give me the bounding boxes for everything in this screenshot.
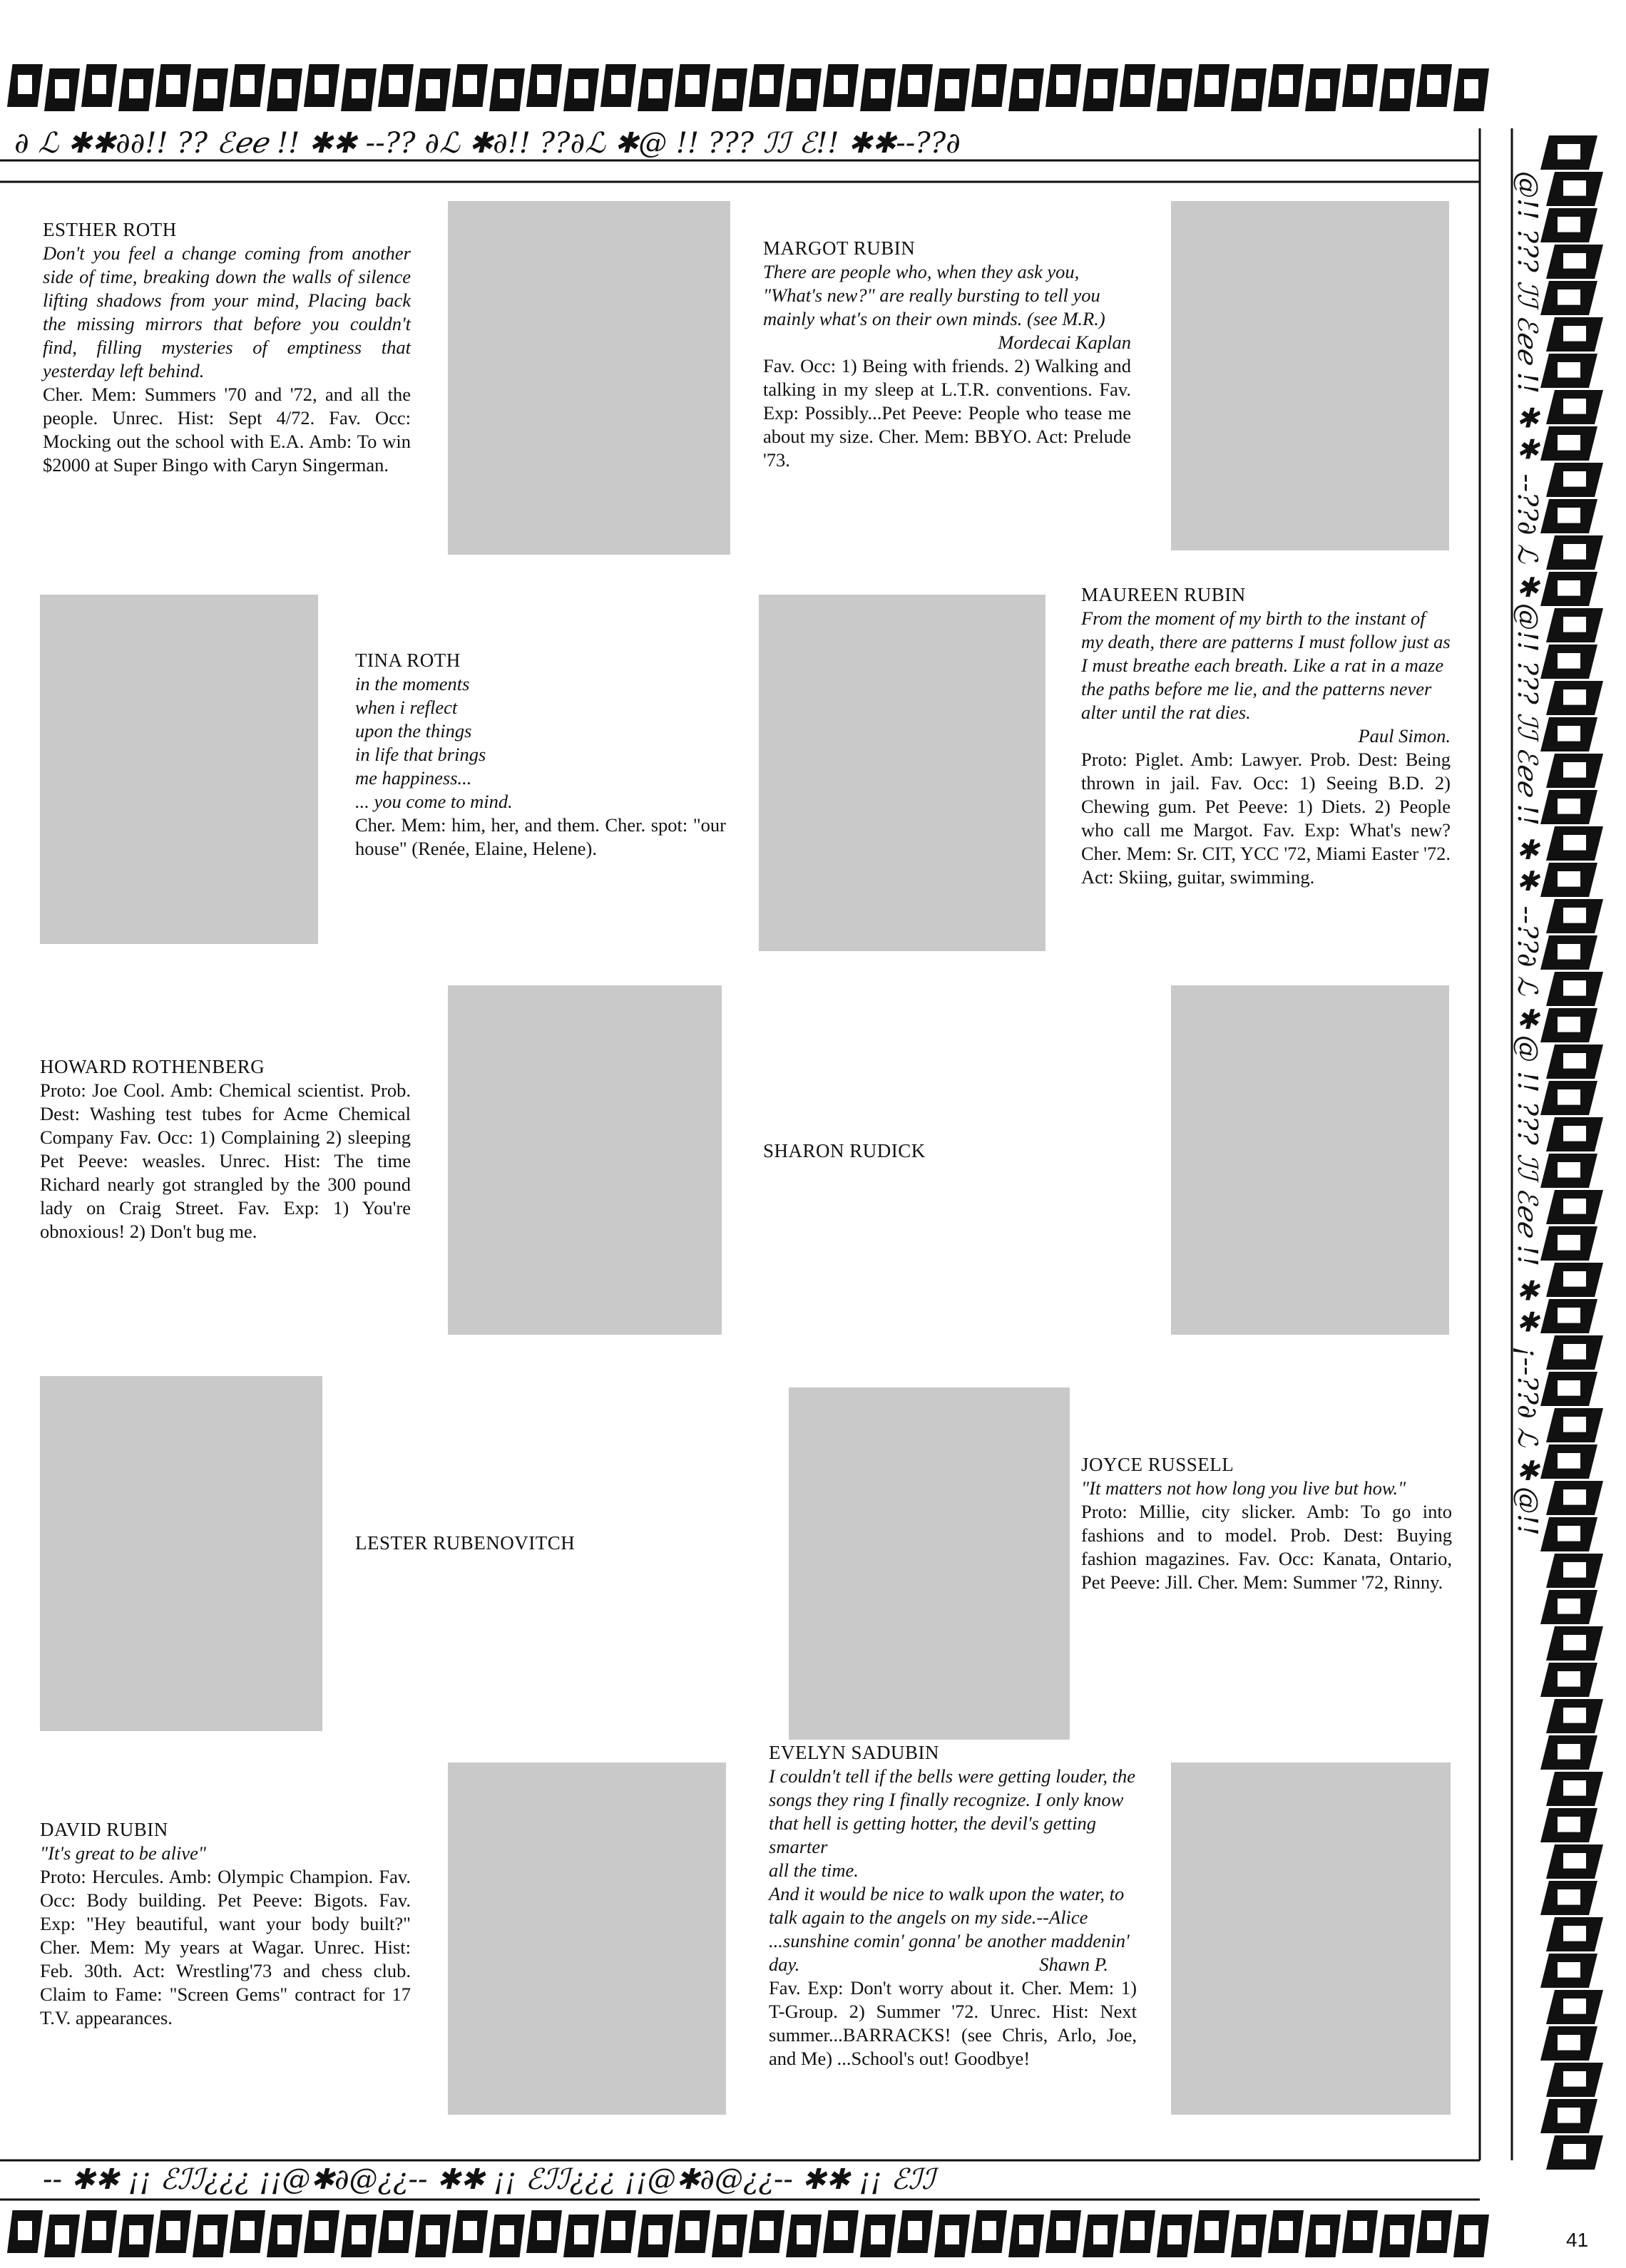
top-border-block-window: [1130, 75, 1145, 94]
top-border-block-window: [1427, 75, 1441, 94]
entry-sharon-rudick: [763, 1139, 1120, 1163]
entry-joyce-russell: [1081, 1453, 1452, 1594]
right-border-block-window: [1558, 653, 1580, 669]
top-border-block-window: [722, 79, 737, 98]
right-border-block-window: [1563, 399, 1586, 414]
student-quote: From the moment of my birth to the instant of my death, there are patterns I must follow just as I must breathe each breath. Like a rat in a maze the paths before me lie, and the patterns never alter until the rat dies.: [1081, 607, 1451, 723]
right-border-block-window: [1563, 1489, 1586, 1505]
right-border-block-window: [1558, 871, 1580, 887]
top-border-block-window: [352, 79, 366, 98]
bottom-border-block-window: [129, 2225, 143, 2244]
bottom-border-block-window: [18, 2221, 32, 2240]
right-border-block-window: [1563, 617, 1586, 632]
photo-maureen-rubin: [759, 595, 1045, 951]
quote-attribution: Paul Simon.: [1358, 725, 1451, 746]
bottom-border-block-window: [1427, 2221, 1441, 2240]
right-border-block-window: [1563, 908, 1586, 923]
student-quote: I couldn't tell if the bells were getting louder, the songs they ring I finally recognize. I only know that hell is getting hotter, the devil's getting smarter all the time. And it would be nice to walk upon the water, to talk again to the angels on my side.--Alice ...sunshine comin' gonna' be another maddenin' day.: [769, 1765, 1135, 1975]
student-name: DAVID RUBIN: [40, 1819, 168, 1840]
bottom-border-block-window: [722, 2225, 737, 2244]
right-border-block-window: [1563, 980, 1586, 996]
top-border-block-window: [574, 79, 588, 98]
entry-esther-roth: [43, 218, 411, 477]
right-border-block-window: [1558, 1380, 1580, 1396]
top-border-block-window: [611, 75, 625, 94]
student-quote: "It matters not how long you live but how.": [1081, 1477, 1406, 1499]
bottom-border-block-window: [908, 2221, 922, 2240]
bottom-border-block-window: [797, 2225, 811, 2244]
bottom-border-block-window: [1464, 2225, 1478, 2244]
bottom-border-block-window: [1019, 2225, 1033, 2244]
bottom-border-block-window: [92, 2221, 106, 2240]
bottom-border-block-window: [55, 2225, 69, 2244]
bottom-border-block-window: [166, 2221, 180, 2240]
bottom-decorative-border: [0, 2132, 1533, 2264]
top-border-block-window: [1316, 79, 1330, 98]
top-border-block-window: [982, 75, 996, 94]
entry-howard-rothenberg: [40, 1055, 411, 1243]
student-details: Proto: Joe Cool. Amb: Chemical scientist. Prob. Dest: Washing test tubes for Acme Chemical Company Fav. Occ: 1) Complaining 2) sleeping Pet Peeve: weasles. Unrec. Hist: The time Richard nearly got strangled by the 300 pound lady on Craig Street. Fav. Exp: 1) You're obnoxious! 2) Don't bug me.: [40, 1079, 411, 1242]
student-name: TINA ROTH: [355, 650, 461, 671]
right-border-block-window: [1558, 508, 1580, 523]
quote-attribution: Shawn P.: [1039, 1954, 1108, 1975]
right-border-block-window: [1558, 1162, 1580, 1178]
right-border-block-window: [1563, 1053, 1586, 1069]
right-border-block-window: [1558, 144, 1580, 160]
top-border-block-window: [1353, 75, 1367, 94]
top-border-block-window: [55, 79, 69, 98]
bottom-border-block-window: [1316, 2225, 1330, 2244]
top-border-block-window: [92, 75, 106, 94]
right-border-block-window: [1558, 1817, 1580, 1832]
student-quote: There are people who, when they ask you, "What's new?" are really bursting to tell you mainly what's on their own minds. (see M.R.): [763, 261, 1105, 329]
top-border-block-window: [1464, 79, 1478, 98]
top-border-block-window: [871, 79, 885, 98]
entry-evelyn-sadubin: [769, 1741, 1137, 2071]
photo-joyce-russell: [789, 1387, 1070, 1740]
photo-david-rubin: [448, 1762, 726, 2115]
quote-attribution: Mordecai Kaplan: [998, 332, 1131, 353]
student-name: ESTHER ROTH: [43, 219, 177, 240]
right-border-block-window: [1558, 799, 1580, 814]
top-border-block-window: [1056, 75, 1070, 94]
bottom-border-block-window: [500, 2225, 514, 2244]
student-details: Fav. Occ: 1) Being with friends. 2) Walking and talking in my sleep at L.T.R. conventions. Fav. Exp: Possibly...Pet Peeve: People who tease me about my size. Cher. Mem: BBYO. Act: Prelude '73.: [763, 355, 1131, 471]
bottom-border-block-window: [1167, 2225, 1182, 2244]
bottom-border-block-window: [463, 2221, 477, 2240]
right-border-block-window: [1558, 944, 1580, 960]
right-border-block-window: [1563, 1417, 1586, 1432]
right-border-block-window: [1558, 435, 1580, 451]
right-border-block-window: [1558, 1235, 1580, 1251]
right-border-block-window: [1563, 471, 1586, 487]
right-border-block-window: [1563, 1780, 1586, 1796]
right-border-block-window: [1558, 1526, 1580, 1541]
right-border-block-window: [1558, 726, 1580, 742]
top-border-scribble: ∂ ℒ ✱✱∂∂!! ?? ℰℯℯ !! ✱✱ --?? ∂ℒ ✱∂!! ??∂ℒ ✱@ !! ??? ℐℐ ℰ!! ✱✱--??∂: [14, 127, 961, 160]
bottom-border-block-window: [537, 2221, 551, 2240]
student-quote: "It's great to be alive": [40, 1842, 207, 1864]
top-border-block-window: [685, 75, 700, 94]
right-border-block-window: [1563, 762, 1586, 778]
bottom-border-block-window: [945, 2225, 959, 2244]
right-decorative-border: [1462, 128, 1626, 2196]
top-border-block-window: [240, 75, 255, 94]
right-border-block-window: [1563, 253, 1586, 269]
bottom-border-block-window: [611, 2221, 625, 2240]
student-details: Fav. Exp: Don't worry about it. Cher. Mem: 1) T-Group. 2) Summer '72. Unrec. Hist: Next summer...BARRACKS! (see Chris, Arlo, Joe, and Me) ...School's out! Goodbye!: [769, 1977, 1137, 2069]
student-name: MARGOT RUBIN: [763, 237, 916, 259]
bottom-border-block-window: [1056, 2221, 1070, 2240]
top-border-block-window: [648, 79, 663, 98]
right-border-block-window: [1563, 1562, 1586, 1578]
top-border-block-window: [760, 75, 774, 94]
top-border-block-window: [129, 79, 143, 98]
bottom-border-block-window: [240, 2221, 255, 2240]
top-border-block-window: [1093, 79, 1108, 98]
bottom-border-block-window: [389, 2221, 403, 2240]
right-border-block-window: [1563, 1998, 1586, 2014]
right-border-block-window: [1558, 2035, 1580, 2051]
top-border-block-window: [1242, 79, 1256, 98]
right-border-block-window: [1558, 1962, 1580, 1978]
bottom-border-block-window: [1130, 2221, 1145, 2240]
right-border-block-window: [1563, 1635, 1586, 1651]
right-border-block-window: [1558, 580, 1580, 596]
top-border-block-window: [315, 75, 329, 94]
top-border-block-window: [945, 79, 959, 98]
top-border-block-window: [203, 79, 218, 98]
entry-maureen-rubin: [1081, 583, 1451, 889]
bottom-border-block-window: [1242, 2225, 1256, 2244]
right-border-art: [1462, 128, 1626, 2196]
right-border-block-window: [1558, 1017, 1580, 1032]
photo-sharon-rudick: [1171, 985, 1449, 1335]
bottom-border-block-window: [1390, 2225, 1404, 2244]
student-quote: Don't you feel a change coming from another side of time, breaking down the walls of silence lifting shadows from your mind, Placing back the missing mirrors that before you couldn't find, filling mysteries of emptiness that yesterday left behind.: [43, 242, 411, 381]
top-border-block-window: [908, 75, 922, 94]
right-border-block-window: [1558, 362, 1580, 378]
right-border-block-window: [1563, 1126, 1586, 1141]
student-details: Proto: Piglet. Amb: Lawyer. Prob. Dest: Being thrown in jail. Fav. Occ: 1) Seeing B.D. 2) Chewing gum. Pet Peeve: 1) Diets. 2) People who call me Margot. Fav. Exp: What's new? Cher. Mem: Sr. CIT, YCC '72, Miami Easter '72. Act: Skiing, guitar, swimming.: [1081, 749, 1451, 888]
entry-david-rubin: [40, 1818, 411, 2030]
bottom-border-block-window: [315, 2221, 329, 2240]
student-details: Cher. Mem: Summers '70 and '72, and all the people. Unrec. Hist: Sept 4/72. Fav. Occ: Mocking out the school with E.A. Amb: To win $2000 at Super Bingo with Caryn Singerman.: [43, 384, 411, 476]
right-border-block-window: [1558, 217, 1580, 232]
right-border-block-window: [1558, 289, 1580, 305]
top-border-block-window: [18, 75, 32, 94]
top-border-block-window: [797, 79, 811, 98]
top-border-block-window: [537, 75, 551, 94]
entry-tina-roth: [355, 649, 726, 861]
right-border-block-window: [1558, 1453, 1580, 1469]
right-border-block-window: [1563, 180, 1586, 196]
top-border-block-window: [500, 79, 514, 98]
right-border-block-window: [1558, 1308, 1580, 1323]
top-border-block-window: [1167, 79, 1182, 98]
bottom-border-block-window: [871, 2225, 885, 2244]
right-border-block-window: [1558, 1889, 1580, 1905]
right-border-block-window: [1558, 1744, 1580, 1760]
top-border-block-window: [277, 79, 292, 98]
student-name: HOWARD ROTHENBERG: [40, 1056, 265, 1077]
student-details: Proto: Millie, city slicker. Amb: To go into fashions and to model. Prob. Dest: Buying fashion magazines. Fav. Occ: Kanata, Ontario, Pet Peeve: Jill. Cher. Mem: Summer '72, Rinny.: [1081, 1501, 1452, 1593]
photo-margot-rubin: [1171, 201, 1449, 550]
photo-howard-rothenberg: [448, 985, 722, 1335]
bottom-border-block-window: [203, 2225, 218, 2244]
bottom-border-block-window: [1093, 2225, 1108, 2244]
right-border-scribble: @!! ??? ℐℐ ℰℯℯ !! ✱✱ --??∂ ℒ ✱@!! ??? ℐℐ ℰℯℯ !! ✱✱ --??∂ ℒ ✱@ !! ??? ℐℐ ℰℯℯ !! ✱✱ ¡--??∂ ℒ ✱@!!: [1512, 171, 1543, 1536]
student-name: MAUREEN RUBIN: [1081, 584, 1246, 605]
top-border-art: [0, 43, 1533, 200]
right-border-block-window: [1563, 1708, 1586, 1723]
photo-tina-roth: [40, 595, 318, 944]
right-border-block-window: [1563, 544, 1586, 560]
bottom-border-block-window: [277, 2225, 292, 2244]
bottom-border-block-window: [834, 2221, 848, 2240]
top-border-block-window: [1205, 75, 1219, 94]
photo-evelyn-sadubin: [1171, 1762, 1451, 2115]
right-border-block-window: [1563, 2071, 1586, 2087]
top-decorative-border: [0, 43, 1533, 200]
student-name: LESTER RUBENOVITCH: [355, 1532, 576, 1554]
bottom-border-block-window: [1279, 2221, 1293, 2240]
right-border-block-window: [1563, 1199, 1586, 1214]
right-border-block-window: [1558, 2108, 1580, 2123]
photo-lester-rubenovitch: [40, 1376, 322, 1731]
bottom-border-block-window: [982, 2221, 996, 2240]
student-details: Proto: Hercules. Amb: Olympic Champion. Fav. Occ: Body building. Pet Peeve: Bigots. Fav. Exp: "Hey beautiful, want your body built?" Cher. Mem: My years at Wagar. Unrec. Hist: Feb. 30th. Act: Wrestling'73 and chess club. Claim to Fame: "Screen Gems" contract for 17 T.V. appearances.: [40, 1866, 411, 2028]
student-name: EVELYN SADUBIN: [769, 1742, 940, 1763]
bottom-border-block-window: [1205, 2221, 1219, 2240]
right-border-block-window: [1563, 2144, 1586, 2160]
right-border-block-window: [1558, 1089, 1580, 1105]
top-border-block-window: [1019, 79, 1033, 98]
entry-lester-rubenovitch: [355, 1531, 726, 1555]
right-border-block-window: [1563, 689, 1586, 705]
student-name: SHARON RUDICK: [763, 1140, 926, 1161]
top-border-block-window: [834, 75, 848, 94]
bottom-border-scribble: -- ✱✱ ¡¡ ℰℐℐ¿¿¿ ¡¡@✱∂@¿¿-- ✱✱ ¡¡ ℰℐℐ¿¿¿ ¡¡@✱∂@¿¿-- ✱✱ ¡¡ ℰℐℐ: [43, 2163, 936, 2196]
bottom-border-block-window: [685, 2221, 700, 2240]
student-details: Cher. Mem: him, her, and them. Cher. spot: "our house" (Renée, Elaine, Helene).: [355, 814, 726, 859]
right-border-block-window: [1563, 1344, 1586, 1360]
bottom-border-block-window: [1353, 2221, 1367, 2240]
top-border-block-window: [1279, 75, 1293, 94]
right-border-block-window: [1558, 1599, 1580, 1614]
right-border-block-window: [1563, 1926, 1586, 1941]
bottom-border-block-window: [648, 2225, 663, 2244]
photo-esther-roth: [448, 201, 730, 555]
top-border-block-window: [389, 75, 403, 94]
right-border-block-window: [1563, 326, 1586, 342]
top-border-block-window: [463, 75, 477, 94]
top-border-block-window: [166, 75, 180, 94]
page-number: 41: [1566, 2229, 1589, 2251]
right-border-block-window: [1563, 1271, 1586, 1287]
bottom-border-block-window: [760, 2221, 774, 2240]
bottom-border-block-window: [574, 2225, 588, 2244]
bottom-border-block-window: [352, 2225, 366, 2244]
bottom-border-art: [0, 2132, 1533, 2264]
top-border-block-window: [1390, 79, 1404, 98]
right-border-block-window: [1563, 835, 1586, 851]
top-border-block-window: [426, 79, 440, 98]
student-quote: in the moments when i reflect upon the things in life that brings me happiness... ... you come to mind.: [355, 673, 513, 812]
right-border-block-window: [1558, 1671, 1580, 1687]
entry-margot-rubin: [763, 237, 1131, 472]
right-border-block-window: [1563, 1853, 1586, 1869]
bottom-border-block-window: [426, 2225, 440, 2244]
student-name: JOYCE RUSSELL: [1081, 1454, 1234, 1475]
